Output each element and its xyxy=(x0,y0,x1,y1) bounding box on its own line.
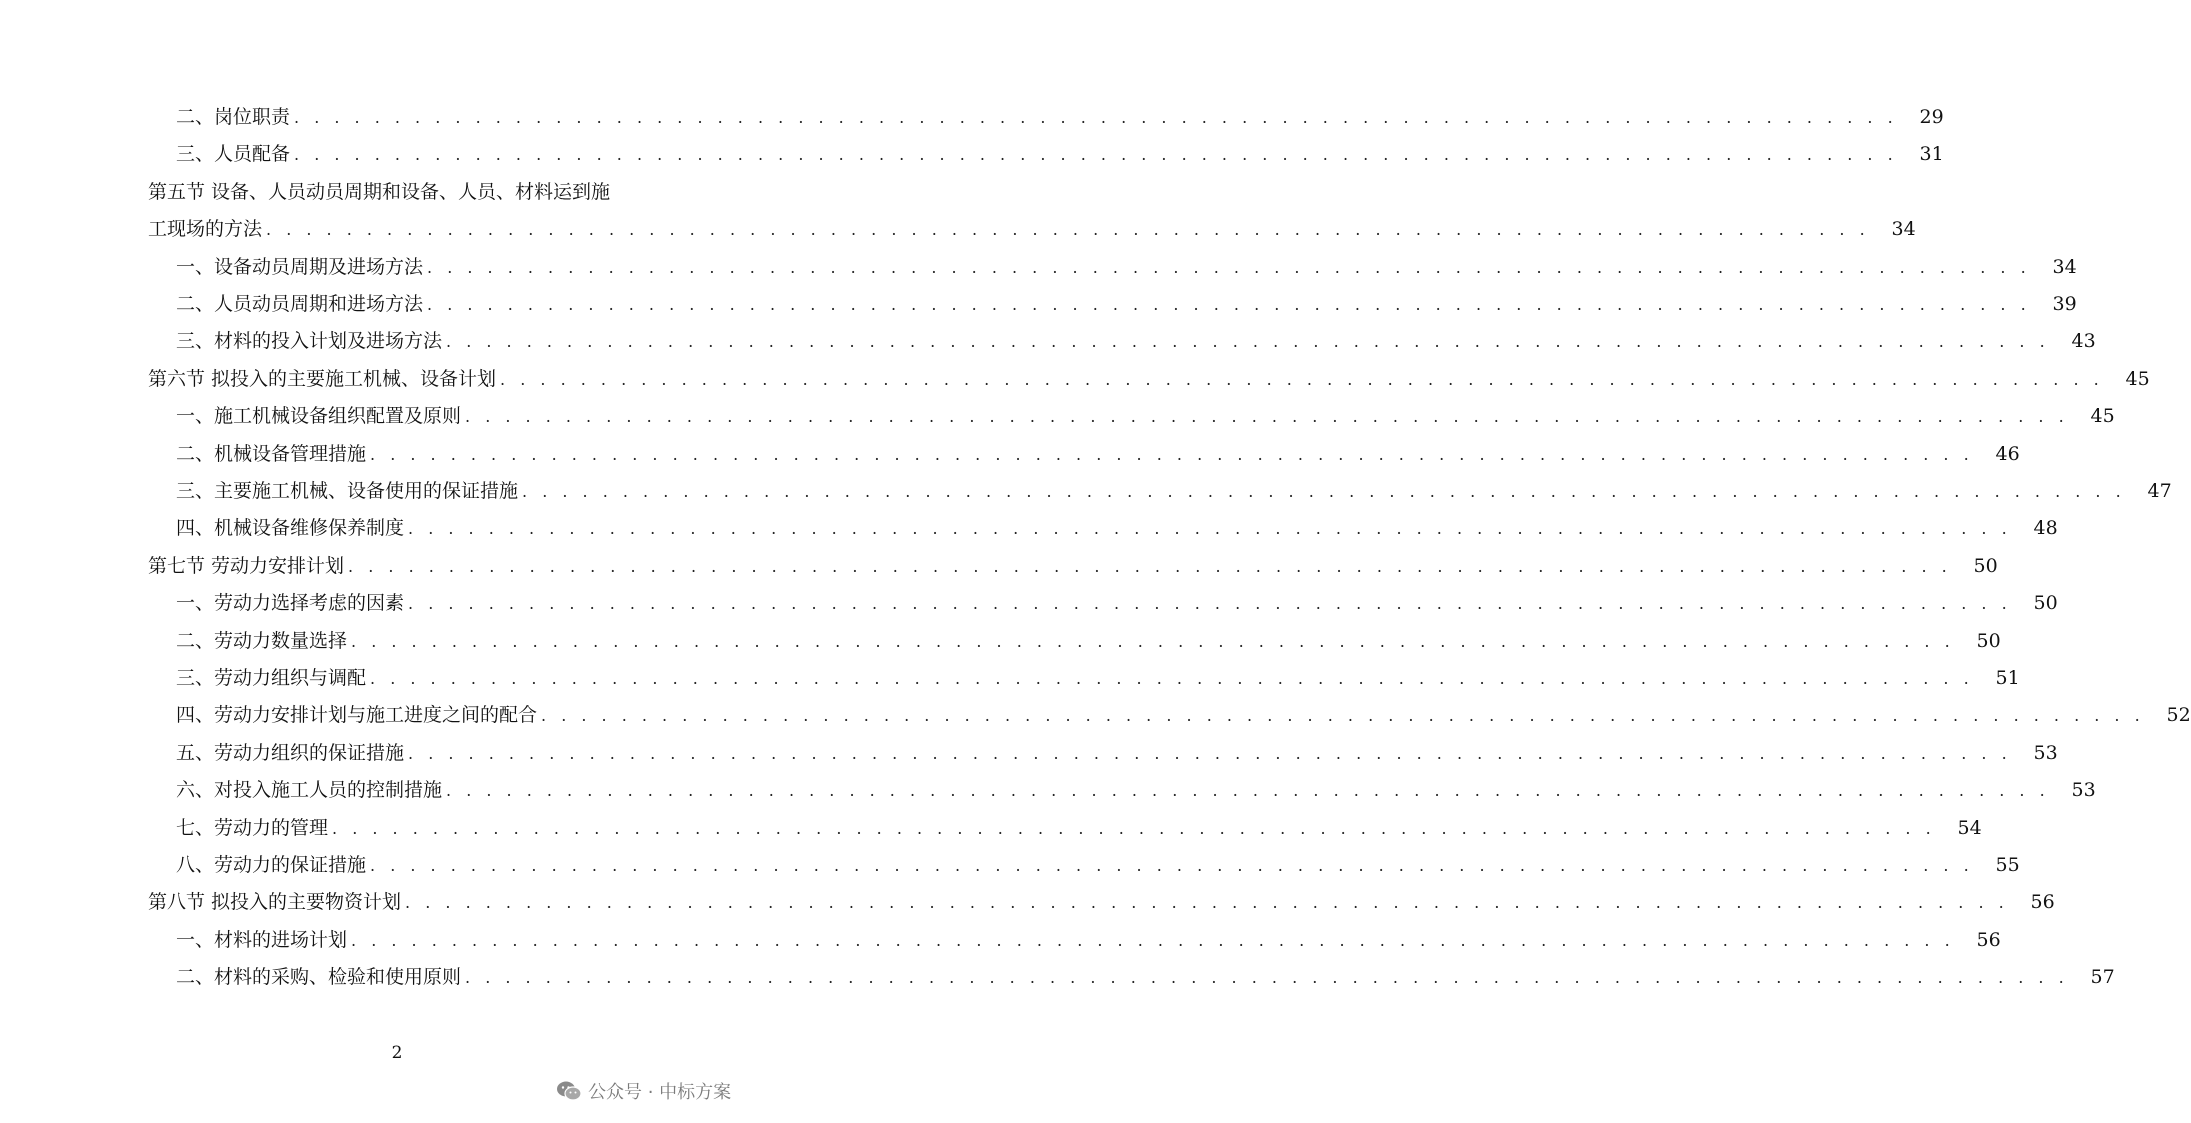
toc-entry-page: 39 xyxy=(2052,293,2077,315)
wechat-icon xyxy=(556,1080,582,1102)
toc-entry xyxy=(0,398,2115,435)
toc-dot-leader: . . . . . . . . . . . . . . . . . . . . . . . . . . . . . . . . . . . . . . . . . . . . . . . . . . . . . . . . . . . . . . . . . . . . . . . . . . . . . . . . xyxy=(332,818,1936,838)
toc-entry-title: 二、机械设备管理措施 xyxy=(176,442,367,465)
toc-entry-title: 八、劳动力的保证措施 xyxy=(176,854,367,876)
toc-dot-leader: . . . . . . . . . . . . . . . . . . . . . . . . . . . . . . . . . . . . . . . . . . . . . . . . . . . . . . . . . . . . . . . . . . . . . . . . . . . . . . . . xyxy=(446,781,2050,801)
toc-entry-title: 四、机械设备维修保养制度 xyxy=(176,517,405,540)
toc-entry xyxy=(0,136,1944,173)
toc-entry-page: 51 xyxy=(1995,667,2020,689)
toc-entry-title: 一、施工机械设备组织配置及原则 xyxy=(176,405,462,428)
toc-entry-page: 52 xyxy=(2166,704,2191,727)
toc-entry xyxy=(0,735,2058,772)
toc-dot-leader: . . . . . . . . . . . . . . . . . . . . . . . . . . . . . . . . . . . . . . . . . . . . . . . . . . . . . . . . . . . . . . . . . . . . . . . . . . . . . . . . xyxy=(294,145,1898,165)
toc-dot-leader: . . . . . . . . . . . . . . . . . . . . . . . . . . . . . . . . . . . . . . . . . . . . . . . . . . . . . . . . . . . . . . . . . . . . . . . . . . . . . . . . xyxy=(351,930,1955,950)
toc-dot-leader: . . . . . . . . . . . . . . . . . . . . . . . . . . . . . . . . . . . . . . . . . . . . . . . . . . . . . . . . . . . . . . . . . . . . . . . . . . . . . . . . xyxy=(266,220,1870,240)
toc-entry xyxy=(0,436,2020,473)
toc-dot-leader: . . . . . . . . . . . . . . . . . . . . . . . . . . . . . . . . . . . . . . . . . . . . . . . . . . . . . . . . . . . . . . . . . . . . . . . . . . . . . . . . xyxy=(427,295,2031,314)
toc-entry-page: 45 xyxy=(2125,367,2150,390)
toc-entry-page: 55 xyxy=(1995,854,2020,876)
toc-entry-title: 三、主要施工机械、设备使用的保证措施 xyxy=(176,480,519,502)
toc-dot-leader: . . . . . . . . . . . . . . . . . . . . . . . . . . . . . . . . . . . . . . . . . . . . . . . . . . . . . . . . . . . . . . . . . . . . . . . . . . . . . . . . xyxy=(294,108,1898,127)
toc-entry-title: 一、设备动员周期及进场方法 xyxy=(176,255,424,278)
toc-dot-leader: . . . . . . . . . . . . . . . . . . . . . . . . . . . . . . . . . . . . . . . . . . . . . . . . . . . . . . . . . . . . . . . . . . . . . . . . . . . . . . . . xyxy=(370,856,1974,875)
toc-entry xyxy=(0,99,1944,136)
toc-dot-leader: . . . . . . . . . . . . . . . . . . . . . . . . . . . . . . . . . . . . . . . . . . . . . . . . . . . . . . . . . . . . . . . . . . . . . . . . . . . . . . . . xyxy=(370,444,1974,464)
toc-entry-page: 46 xyxy=(1995,442,2020,465)
toc-entry xyxy=(0,510,2058,547)
toc-entry xyxy=(0,772,2096,809)
toc-entry xyxy=(0,959,2115,996)
toc-dot-leader: . . . . . . . . . . . . . . . . . . . . . . . . . . . . . . . . . . . . . . . . . . . . . . . . . . . . . . . . . . . . . . . . . . . . . . . . . . . . . . . . xyxy=(348,556,1952,576)
toc-dot-leader: . . . . . . . . . . . . . . . . . . . . . . . . . . . . . . . . . . . . . . . . . . . . . . . . . . . . . . . . . . . . . . . . . . . . . . . . . . . . . . . . xyxy=(408,594,2012,614)
watermark xyxy=(556,1076,731,1106)
toc-entry-page: 53 xyxy=(2033,741,2058,764)
toc-dot-leader: . . . . . . . . . . . . . . . . . . . . . . . . . . . . . . . . . . . . . . . . . . . . . . . . . . . . . . . . . . . . . . . . . . . . . . . . . . . . . . . . xyxy=(370,669,1974,688)
toc-entry-title: 工现场的方法 xyxy=(148,218,263,241)
toc-entry-title: 第七节 劳动力安排计划 xyxy=(148,554,345,577)
toc-entry xyxy=(0,286,2077,323)
toc-dot-leader: . . . . . . . . . . . . . . . . . . . . . . . . . . . . . . . . . . . . . . . . . . . . . . . . . . . . . . . . . . . . . . . . . . . . . . . . . . . . . . . . xyxy=(427,257,2031,277)
toc-entry-title: 七、劳动力的管理 xyxy=(176,816,329,839)
toc-dot-leader: . . . . . . . . . . . . . . . . . . . . . . . . . . . . . . . . . . . . . . . . . . . . . . . . . . . . . . . . . . . . . . . . . . . . . . . . . . . . . . . . xyxy=(351,631,1955,651)
toc-entry-title: 二、岗位职责 xyxy=(176,106,291,128)
toc-dot-leader: . . . . . . . . . . . . . . . . . . . . . . . . . . . . . . . . . . . . . . . . . . . . . . . . . . . . . . . . . . . . . . . . . . . . . . . . . . . . . . . . xyxy=(408,519,2012,539)
watermark-text: 公众号 · 中标方案 xyxy=(588,1082,732,1103)
toc-entry-page: 50 xyxy=(1976,629,2001,652)
toc-entry-page: 57 xyxy=(2090,966,2115,989)
toc-entry xyxy=(0,884,2055,921)
toc-entry-page: 54 xyxy=(1957,816,1982,839)
toc-entry xyxy=(0,585,2058,622)
toc-entry-title: 二、材料的采购、检验和使用原则 xyxy=(176,966,462,989)
toc-entry-title: 第八节 拟投入的主要物资计划 xyxy=(148,891,402,914)
toc-entry-page: 45 xyxy=(2090,405,2115,428)
toc-entry-title: 六、对投入施工人员的控制措施 xyxy=(176,779,443,802)
toc-dot-leader: . . . . . . . . . . . . . . . . . . . . . . . . . . . . . . . . . . . . . . . . . . . . . . . . . . . . . . . . . . . . . . . . . . . . . . . . . . . . . . . . xyxy=(405,893,2009,913)
toc-entry-title: 第五节 设备、人员动员周期和设备、人员、材料运到施 xyxy=(148,180,611,203)
toc-entry xyxy=(0,623,2001,660)
toc-entry-title: 第六节 拟投入的主要施工机械、设备计划 xyxy=(148,367,497,390)
toc-dot-leader: . . . . . . . . . . . . . . . . . . . . . . . . . . . . . . . . . . . . . . . . . . . . . . . . . . . . . . . . . . . . . . . . . . . . . . . . . . . . . . . . xyxy=(541,706,2145,726)
toc-entry-page: 56 xyxy=(1976,928,2001,951)
toc-entry xyxy=(0,847,2020,884)
toc-entry-title: 三、人员配备 xyxy=(176,143,291,166)
toc-dot-leader: . . . . . . . . . . . . . . . . . . . . . . . . . . . . . . . . . . . . . . . . . . . . . . . . . . . . . . . . . . . . . . . . . . . . . . . . . . . . . . . . xyxy=(446,332,2050,352)
toc-entry-page: 50 xyxy=(1973,554,1998,577)
toc-entry xyxy=(0,323,2096,360)
toc-dot-leader: . . . . . . . . . . . . . . . . . . . . . . . . . . . . . . . . . . . . . . . . . . . . . . . . . . . . . . . . . . . . . . . . . . . . . . . . . . . . . . . . xyxy=(408,743,2012,763)
toc-entry xyxy=(0,548,1998,585)
toc-entry-title: 三、材料的投入计划及进场方法 xyxy=(176,330,443,353)
toc-entry-title: 一、劳动力选择考虑的因素 xyxy=(176,592,405,615)
toc-entry-page: 48 xyxy=(2033,517,2058,540)
toc-dot-leader: . . . . . . . . . . . . . . . . . . . . . . . . . . . . . . . . . . . . . . . . . . . . . . . . . . . . . . . . . . . . . . . . . . . . . . . . . . . . . . . . xyxy=(522,482,2126,501)
page-number: 2 xyxy=(391,1043,403,1063)
toc-entry-title: 三、劳动力组织与调配 xyxy=(176,667,367,689)
toc-entry-page: 47 xyxy=(2147,480,2172,502)
toc-entry-page: 29 xyxy=(1919,106,1944,128)
toc-entry-page: 34 xyxy=(1891,218,1916,241)
toc-entry xyxy=(0,810,1982,847)
toc-entry xyxy=(0,249,2077,286)
toc-entry xyxy=(0,473,2172,510)
toc-entry-page: 31 xyxy=(1919,143,1944,166)
toc-entry-title: 二、人员动员周期和进场方法 xyxy=(176,293,424,315)
toc-entry-page: 34 xyxy=(2052,255,2077,278)
toc-entry-page: 53 xyxy=(2071,779,2096,802)
toc-entry-page: 50 xyxy=(2033,592,2058,615)
toc-entry-page: 43 xyxy=(2071,330,2096,353)
toc-entry-title: 四、劳动力安排计划与施工进度之间的配合 xyxy=(176,704,538,727)
toc-entry xyxy=(0,174,942,211)
toc-entry-title: 二、劳动力数量选择 xyxy=(176,629,348,652)
toc-entry xyxy=(0,361,2150,398)
toc-entry-title: 五、劳动力组织的保证措施 xyxy=(176,741,405,764)
toc-dot-leader: . . . . . . . . . . . . . . . . . . . . . . . . . . . . . . . . . . . . . . . . . . . . . . . . . . . . . . . . . . . . . . . . . . . . . . . . . . . . . . . . xyxy=(465,407,2069,427)
toc-dot-leader: . . . . . . . . . . . . . . . . . . . . . . . . . . . . . . . . . . . . . . . . . . . . . . . . . . . . . . . . . . . . . . . . . . . . . . . . . . . . . . . . xyxy=(500,369,2104,389)
toc-entry xyxy=(0,211,1916,248)
toc-entry xyxy=(0,660,2020,697)
toc-entry-title: 一、材料的进场计划 xyxy=(176,928,348,951)
toc-dot-leader: . . . . . . . . . . . . . . . . . . . . . . . . . . . . . . . . . . . . . . . . . . . . . . . . . . . . . . . . . . . . . . . . . . . . . . . . . . . . . . . . xyxy=(465,968,2069,988)
toc-entry xyxy=(0,697,2191,734)
toc-entry xyxy=(0,922,2001,959)
toc-entry-page: 56 xyxy=(2030,891,2055,914)
